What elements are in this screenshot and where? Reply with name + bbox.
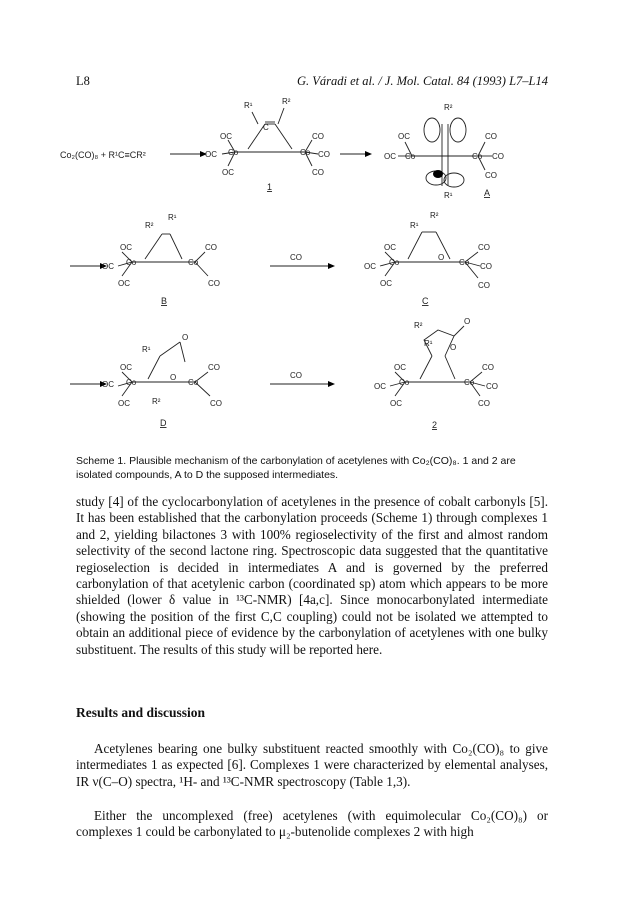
page-header: [76, 74, 548, 90]
cobalt-label: Co: [472, 152, 483, 161]
intermediate-label-d: D: [160, 418, 167, 428]
cobalt-label: Co: [228, 148, 239, 157]
oc-label: OC: [384, 243, 396, 252]
cobalt-label: Co: [300, 148, 311, 157]
co-label: CO: [480, 262, 492, 271]
compound-label-1: 1: [267, 182, 273, 192]
cobalt-label: Co: [126, 258, 137, 267]
compound-label-2: 2: [432, 420, 438, 430]
carbonyl-oxygen-label: O: [438, 253, 445, 262]
oc-label: OC: [118, 279, 130, 288]
carbonyl-oxygen-label: O: [182, 333, 189, 342]
co-label: CO: [312, 132, 324, 141]
co-label: CO: [312, 168, 324, 177]
r1-label: R¹: [142, 345, 151, 354]
cobalt-label: Co: [399, 378, 410, 387]
cobalt-label: Co: [464, 378, 475, 387]
intermediate-label-b: B: [161, 296, 168, 306]
r2-label: R²: [430, 211, 439, 220]
r1-label: R¹: [244, 101, 253, 110]
r1-label: R¹: [444, 191, 453, 200]
cobalt-label: Co: [459, 258, 470, 267]
co-label: CO: [318, 150, 330, 159]
r2-label: R²: [145, 221, 154, 230]
r1-label: R¹: [168, 213, 177, 222]
reaction-scheme: [60, 94, 560, 448]
cobalt-label: Co: [188, 258, 199, 267]
ring-oxygen-label: O: [450, 343, 457, 352]
oc-label: OC: [398, 132, 410, 141]
co-label: CO: [210, 399, 222, 408]
r1-label: R¹: [410, 221, 419, 230]
r1-label: R¹: [424, 339, 433, 348]
oc-label: OC: [102, 380, 114, 389]
page-number: L8: [76, 74, 90, 88]
co-label: CO: [482, 363, 494, 372]
oc-label: OC: [390, 399, 402, 408]
scheme-caption: Scheme 1. Plausible mechanism of the carbonylation of acetylenes with Co₂(CO)₈. 1 and 2 are isolated compounds, A to D the supposed intermediates.: [76, 455, 516, 481]
oc-label: OC: [374, 382, 386, 391]
reactants-label: Co₂(CO)₈ + R¹C≡CR²: [60, 150, 146, 160]
co-label: CO: [478, 243, 490, 252]
oc-label: OC: [102, 262, 114, 271]
cobalt-label: Co: [188, 378, 199, 387]
arrow-reagent-label: CO: [290, 253, 302, 262]
oc-label: OC: [380, 279, 392, 288]
intermediate-label-a: A: [484, 188, 491, 198]
arrow-reagent-label: CO: [290, 371, 302, 380]
oc-label: OC: [120, 243, 132, 252]
co-label: CO: [486, 382, 498, 391]
co-label: CO: [208, 363, 220, 372]
oc-label: OC: [220, 132, 232, 141]
co-label: CO: [205, 243, 217, 252]
co-label: CO: [478, 399, 490, 408]
paragraph-results-1: Acetylenes bearing one bulky substituent reacted smoothly with Co₂(CO)₈ to give intermediates 1 as expected [6]. Complexes 1 were characterized by elemental analyses, IR ν(C–O) spectra, ¹H- and ¹³C-NMR spectroscopy (Table 1,3).: [76, 741, 548, 789]
r2-label: R²: [152, 397, 161, 406]
cobalt-label: Co: [126, 378, 137, 387]
r2-label: R²: [444, 103, 453, 112]
oc-label: OC: [118, 399, 130, 408]
cobalt-label: Co: [405, 152, 416, 161]
co-label: CO: [492, 152, 504, 161]
carbonyl-oxygen-label: O: [170, 373, 177, 382]
paragraph-results-2: Either the uncomplexed (free) acetylenes (with equimolecular Co₂(CO)₈) or complexes 1 could be carbonylated to μ₂-butenolide complexes 2 with high: [76, 808, 548, 840]
oc-label: OC: [205, 150, 217, 159]
co-label: CO: [208, 279, 220, 288]
co-label: CO: [478, 281, 490, 290]
oc-label: OC: [364, 262, 376, 271]
intermediate-label-c: C: [422, 296, 429, 306]
co-label: CO: [485, 171, 497, 180]
oc-label: OC: [384, 152, 396, 161]
oc-label: OC: [222, 168, 234, 177]
section-heading: Results and discussion: [76, 705, 206, 720]
oc-label: OC: [120, 363, 132, 372]
cobalt-label: Co: [389, 258, 400, 267]
r2-label: R²: [282, 97, 291, 106]
co-label: CO: [485, 132, 497, 141]
oc-label: OC: [394, 363, 406, 372]
running-head: G. Váradi et al. / J. Mol. Catal. 84 (1993) L7–L14: [296, 74, 548, 88]
alkyne-carbon-label: C: [263, 123, 269, 132]
carbonyl-oxygen-label: O: [464, 317, 471, 326]
paragraph-intro: study [4] of the cyclocarbonylation of acetylenes in the presence of cobalt carbonyls [5]. It has been established that the carbonylation proceeds (Scheme 1) through complexes 1 and 2, yielding bilactones 3 with 100% regioselectivity of the first and almost random selectivity of the second lactone ring. Spectroscopic data suggested that the quantitative regioselection is decided in intermediates A and is governed by the preferred carbonylation of that acetylenic carbon (coordinated sp) atom which appears to be more shielded (lower δ value in ¹³C-NMR) [4a,c]. Since monocarbonylated intermediate (showing the position of the first C,C coupling) could not be isolated we attempted to obtain an additional piece of evidence by the carbonylation of acetylenes with one bulky substituent. The results of this study will be reported here.: [76, 494, 548, 657]
r2-label: R²: [414, 321, 423, 330]
